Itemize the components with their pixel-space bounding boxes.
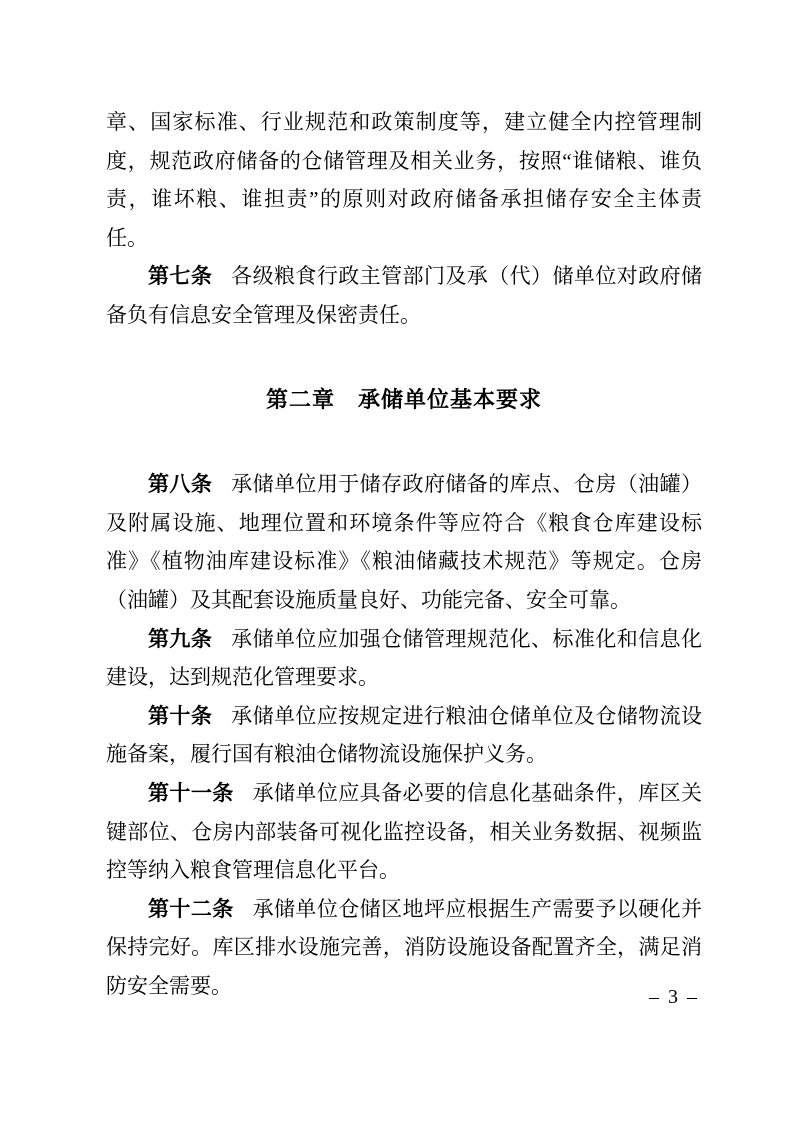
article-number-label: 第十二条 [148,896,234,921]
article-text: 承储单位用于储存政府储备的库点、仓房（油罐）及附属设施、地理位置和环境条件等应符合《粮食仓库建设标准》《植物油库建设标准》《粮油储藏技术规范》等规定。仓房（油罐）及其配套设施质量良好、功能完备、安全可靠。 [106,472,702,612]
paragraph-article-12 [106,890,702,1006]
article-text: 各级粮食行政主管部门及承（代）储单位对政府储备负有信息安全管理及保密责任。 [106,264,702,327]
paragraph-article-8 [106,465,702,619]
paragraph-article-10 [106,697,702,774]
article-number-label: 第八条 [148,472,213,497]
article-number-label: 第七条 [148,264,213,289]
article-text: 承储单位应加强仓储管理规范化、标准化和信息化建设，达到规范化管理要求。 [106,626,702,690]
article-text: 承储单位仓储区地坪应根据生产需要予以硬化并保持完好。库区排水设施完善，消防设施设备配置齐全，满足消防安全需要。 [106,896,703,998]
paragraph-article-11 [106,774,702,890]
article-number-label: 第十一条 [148,780,234,805]
paragraph-continuation: 章、国家标准、行业规范和政策制度等，建立健全内控管理制度，规范政府储备的仓储管理及相关业务，按照“谁储粮、谁负责，谁坏粮、谁担责”的原则对政府储备承担储存安全主体责任。 [106,110,702,250]
article-number-label: 第九条 [148,626,213,651]
paragraph-article-9 [106,620,702,697]
paragraph-article-7 [106,257,702,334]
article-text: 承储单位应具备必要的信息化基础条件，库区关键部位、仓房内部装备可视化监控设备，相关业务数据、视频监控等纳入粮食管理信息化平台。 [106,780,703,883]
article-number-label: 第十条 [148,703,213,728]
page-number: – 3 – [649,986,699,1008]
document-body [106,103,702,1005]
chapter-heading: 第二章 承储单位基本要求 [265,386,542,412]
article-text: 承储单位应按规定进行粮油仓储单位及仓储物流设施备案，履行国有粮油仓储物流设施保护义务。 [106,703,702,767]
